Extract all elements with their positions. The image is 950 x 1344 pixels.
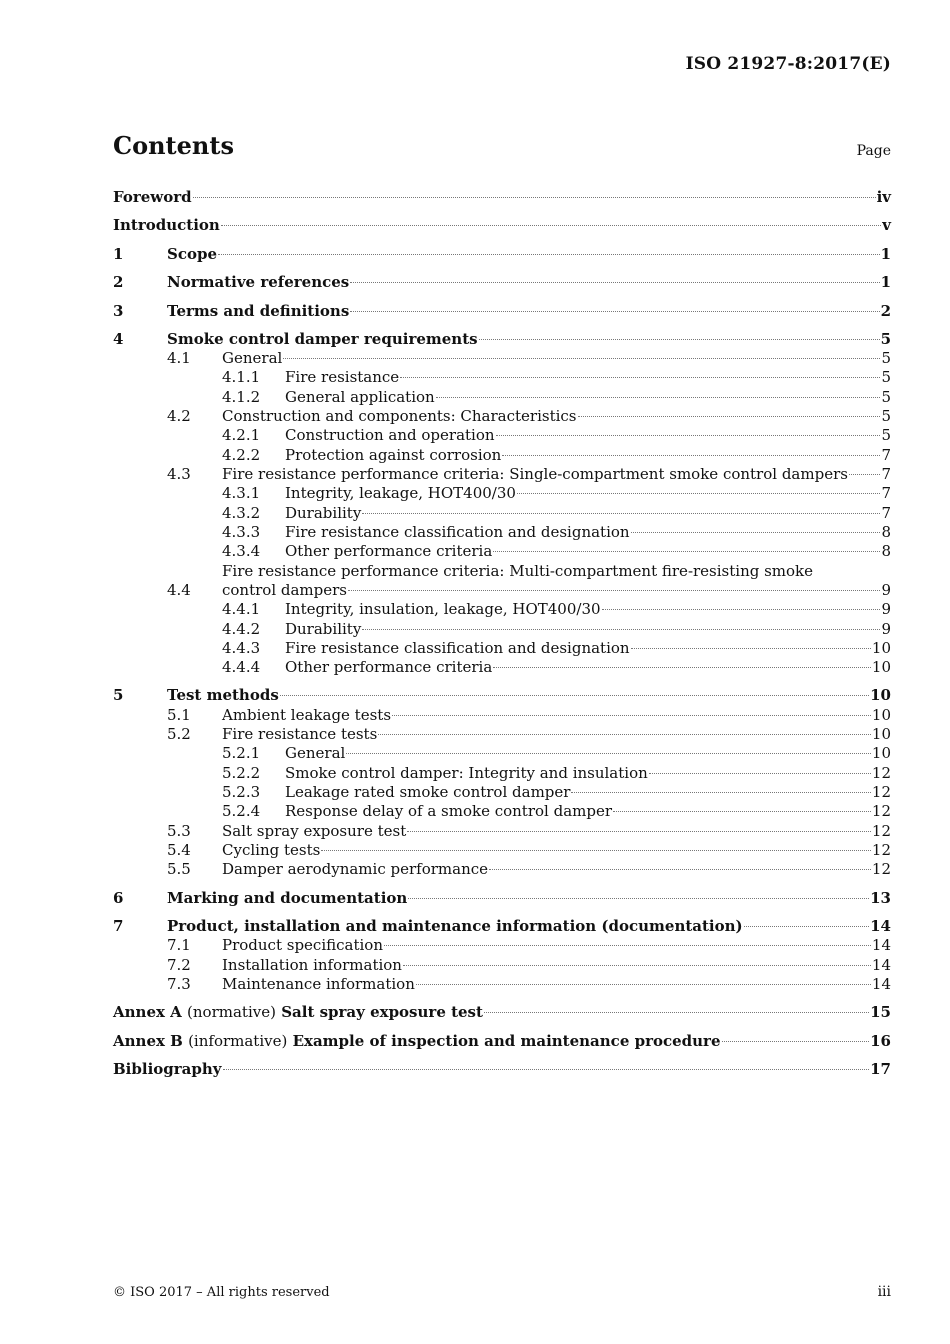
- toc-entry-title: Fire resistance tests: [222, 725, 378, 743]
- toc-leader-dots: [631, 532, 881, 533]
- copyright-notice: © ISO 2017 – All rights reserved: [113, 1285, 330, 1300]
- toc-entry-title-row: [167, 272, 891, 292]
- toc-entry[interactable]: [113, 599, 891, 619]
- toc-entry-number: 7.1: [167, 936, 191, 954]
- toc-entry-title-row: [222, 580, 891, 600]
- toc-entry[interactable]: [113, 483, 891, 503]
- toc-entry-page: 12: [871, 841, 891, 859]
- toc-entry-page: 5: [881, 426, 891, 444]
- toc-entry-page: 10: [871, 639, 891, 657]
- toc-leader-dots: [350, 311, 879, 312]
- toc-entry-page: 7: [881, 484, 891, 502]
- toc-leader-dots: [321, 850, 871, 851]
- toc-entry-number: 4.1: [167, 349, 191, 367]
- toc-entry-title: Scope: [167, 245, 218, 263]
- toc-entry-page: 14: [871, 936, 891, 954]
- toc-entry[interactable]: [113, 657, 891, 677]
- toc-entry-title-row: [222, 464, 891, 484]
- toc-leader-dots: [416, 984, 871, 985]
- toc-entry-page: 5: [881, 349, 891, 367]
- toc-entry-title-row: [285, 599, 891, 619]
- toc-entry-number: 5: [113, 686, 124, 704]
- toc-entry-title: Fire resistance classification and designation: [285, 523, 630, 541]
- toc-entry[interactable]: [113, 724, 891, 744]
- toc-entry-number: 4.4: [167, 581, 191, 599]
- toc-entry-page: 10: [871, 706, 891, 724]
- toc-entry-number: 5.2.1: [222, 744, 261, 762]
- toc-entry[interactable]: [113, 916, 891, 936]
- toc-entry-page: 5: [881, 368, 891, 386]
- toc-entry-page: 8: [881, 523, 891, 541]
- toc-entry[interactable]: [113, 348, 891, 368]
- toc-annex-entry[interactable]: [113, 1002, 891, 1022]
- toc-leader-dots: [722, 1041, 870, 1042]
- toc-entry[interactable]: [113, 888, 891, 908]
- toc-entry[interactable]: [113, 801, 891, 821]
- toc-annex-entry[interactable]: [113, 1031, 891, 1051]
- toc-entry-title-row: [167, 888, 891, 908]
- toc-entry-page: 14: [871, 956, 891, 974]
- page-number: iii: [877, 1284, 891, 1300]
- toc-entry[interactable]: [113, 272, 891, 292]
- toc-entry-title-row: [285, 387, 891, 407]
- toc-entry[interactable]: [113, 782, 891, 802]
- toc-entry[interactable]: [113, 580, 891, 600]
- toc-entry-title-row: [222, 935, 891, 955]
- toc-entry-number: 1: [113, 245, 124, 263]
- toc-leader-dots: [223, 1069, 870, 1070]
- toc-entry-number: 6: [113, 889, 124, 907]
- toc-entry-number: 4.1.1: [222, 368, 261, 386]
- toc-entry-title: Smoke control damper requirements: [167, 330, 478, 348]
- toc-entry-page: 12: [871, 802, 891, 820]
- toc-leader-dots: [631, 648, 871, 649]
- toc-entry-title-row: [285, 483, 891, 503]
- toc-entry[interactable]: [113, 503, 891, 523]
- toc-entry-title: Protection against corrosion: [285, 446, 502, 464]
- toc-entry-number: 4.4.1: [222, 600, 261, 618]
- toc-entry-number: 5.3: [167, 822, 191, 840]
- toc-entry-page: 12: [871, 783, 891, 801]
- toc-bibliography-row: [113, 1059, 891, 1079]
- toc-entry-title-row: [222, 974, 891, 994]
- toc-entry-title-row: [285, 619, 891, 639]
- toc-entry-number: 5.2: [167, 725, 191, 743]
- toc-leader-dots: [496, 435, 881, 436]
- toc-leader-dots: [407, 831, 871, 832]
- toc-entry-title: control dampers: [222, 581, 348, 599]
- toc-entry[interactable]: [113, 974, 891, 994]
- toc-entry-number: 2: [113, 273, 124, 291]
- toc-entry-title-row: [222, 348, 891, 368]
- toc-entry[interactable]: [113, 541, 891, 561]
- toc-entry-page: 5: [881, 407, 891, 425]
- toc-entry-title: Fire resistance: [285, 368, 400, 386]
- toc-entry-title-row: [285, 503, 891, 523]
- toc-entry-title-row: [285, 657, 891, 677]
- toc-entry[interactable]: [113, 619, 891, 639]
- toc-entry-title-row: [285, 782, 891, 802]
- toc-bibliography-entry[interactable]: [113, 1059, 891, 1079]
- annex-label: Annex A: [113, 1003, 182, 1021]
- toc-entry-number: Introduction: [113, 216, 220, 234]
- toc-entry-number: 7.3: [167, 975, 191, 993]
- toc-entry-title-row: [167, 301, 891, 321]
- annex-title: Salt spray exposure test: [281, 1003, 483, 1021]
- toc-entry-title: Maintenance information: [222, 975, 415, 993]
- toc-entry-number: 4: [113, 330, 124, 348]
- toc-entry-title-row: [222, 840, 891, 860]
- toc-leader-dots: [346, 753, 871, 754]
- toc-entry[interactable]: [113, 425, 891, 445]
- toc-entry-page: 12: [871, 764, 891, 782]
- toc-entry-title: General: [222, 349, 283, 367]
- toc-entry-title-row: [222, 955, 891, 975]
- toc-leader-dots: [384, 945, 871, 946]
- toc-entry-title: General: [285, 744, 346, 762]
- toc-entry[interactable]: [113, 445, 891, 465]
- toc-entry-title: Damper aerodynamic performance: [222, 860, 489, 878]
- toc-entry-number: 4.2.1: [222, 426, 261, 444]
- toc-entry-title: Durability: [285, 620, 362, 638]
- toc-entry-title-row: [222, 724, 891, 744]
- toc-entry-title-row: [113, 215, 891, 235]
- toc-entry-number: 5.1: [167, 706, 191, 724]
- toc-entry-page: v: [882, 216, 891, 234]
- toc-entry[interactable]: [113, 301, 891, 321]
- toc-entry-title: Leakage rated smoke control damper: [285, 783, 571, 801]
- toc-entry[interactable]: [113, 955, 891, 975]
- toc-entry-page: 1: [880, 245, 891, 263]
- toc-leader-dots: [649, 773, 871, 774]
- toc-leader-dots: [348, 590, 880, 591]
- toc-leader-dots: [613, 811, 871, 812]
- toc-entry-number: 4.4.4: [222, 658, 261, 676]
- toc-entry-title-row: [222, 705, 891, 725]
- page-column-label: Page: [856, 143, 891, 159]
- toc-leader-dots: [484, 1012, 869, 1013]
- toc-entry-number: 5.2.2: [222, 764, 261, 782]
- toc-entry-title-row: [167, 244, 891, 264]
- toc-entry-title: Marking and documentation: [167, 889, 408, 907]
- toc-entry-title-row: [285, 638, 891, 658]
- toc-entry-title: Integrity, leakage, HOT400/30: [285, 484, 516, 502]
- toc-entry-page: 17: [870, 1060, 891, 1078]
- toc-entry-title-row: [285, 445, 891, 465]
- toc-entry-title: Construction and operation: [285, 426, 495, 444]
- toc-entry-title: General application: [285, 388, 435, 406]
- toc-entry[interactable]: [113, 244, 891, 264]
- toc-entry-title: Fire resistance classification and designation: [285, 639, 630, 657]
- toc-entry-number: 4.2.2: [222, 446, 261, 464]
- annex-kind: (normative): [187, 1003, 276, 1021]
- toc-entry-number: Foreword: [113, 188, 192, 206]
- toc-entry-title: Durability: [285, 504, 362, 522]
- toc-leader-dots: [221, 225, 881, 226]
- toc-entry-title: Other performance criteria: [285, 658, 493, 676]
- toc-leader-dots: [283, 358, 880, 359]
- toc-entry-title: Terms and definitions: [167, 302, 350, 320]
- toc-entry-title: Salt spray exposure test: [222, 822, 407, 840]
- toc-entry-title-row: [285, 367, 891, 387]
- annex-kind: (informative): [188, 1032, 288, 1050]
- toc-entry-number: 4.4.2: [222, 620, 261, 638]
- toc-entry-title: Smoke control damper: Integrity and insulation: [285, 764, 648, 782]
- toc-leader-dots: [218, 254, 880, 255]
- toc-entry[interactable]: [113, 743, 891, 763]
- toc-leader-dots: [350, 282, 879, 283]
- toc-leader-dots: [517, 493, 881, 494]
- toc-entry-title-row: [285, 541, 891, 561]
- toc-entry[interactable]: [113, 464, 891, 484]
- toc-entry[interactable]: [113, 859, 891, 879]
- toc-entry-title: Product, installation and maintenance information (documentation): [167, 917, 743, 935]
- document-id: ISO 21927-8:2017(E): [685, 54, 891, 74]
- toc-entry-title: Other performance criteria: [285, 542, 493, 560]
- toc-entry-page: 5: [880, 330, 891, 348]
- toc-entry-number: 4.2: [167, 407, 191, 425]
- toc-entry-page: 16: [870, 1032, 891, 1050]
- toc-leader-dots: [362, 513, 880, 514]
- toc-entry-page: 14: [871, 975, 891, 993]
- toc-entry-title: Fire resistance performance criteria: Single-compartment smoke control dampers: [222, 465, 848, 483]
- toc-entry-title: Ambient leakage tests: [222, 706, 392, 724]
- toc-entry-number: 5.2.4: [222, 802, 261, 820]
- toc-entry-title-row: [167, 685, 891, 705]
- toc-leader-dots: [400, 377, 880, 378]
- toc-leader-dots: [436, 397, 881, 398]
- toc-entry[interactable]: [113, 329, 891, 349]
- toc-leader-dots: [403, 965, 871, 966]
- toc-entry[interactable]: [113, 367, 891, 387]
- toc-entry-page: 10: [870, 686, 891, 704]
- toc-entry-number: 4.3.3: [222, 523, 261, 541]
- toc-entry-page: 13: [870, 889, 891, 907]
- toc-entry-page: 7: [881, 446, 891, 464]
- toc-leader-dots: [193, 197, 876, 198]
- toc-entry-page: 10: [871, 658, 891, 676]
- toc-entry-number: 7.2: [167, 956, 191, 974]
- toc-entry-title-row: [285, 743, 891, 763]
- toc-entry-title: Normative references: [167, 273, 350, 291]
- toc-entry-title-row: [222, 859, 891, 879]
- toc-entry-page: 7: [881, 504, 891, 522]
- toc-entry[interactable]: [113, 840, 891, 860]
- toc-leader-dots: [362, 629, 880, 630]
- toc-entry-title-row: [167, 329, 891, 349]
- toc-entry-page: 8: [881, 542, 891, 560]
- toc-leader-dots: [502, 455, 880, 456]
- toc-entry-number: 4.3: [167, 465, 191, 483]
- toc-entry-title: Product specification: [222, 936, 383, 954]
- toc-entry[interactable]: [113, 215, 891, 235]
- toc-entry-number: 4.4.3: [222, 639, 261, 657]
- toc-annex-row: [113, 1002, 891, 1022]
- toc-entry-title-row: [285, 763, 891, 783]
- toc-entry[interactable]: [113, 638, 891, 658]
- toc-entry-number: 5.4: [167, 841, 191, 859]
- toc-entry-number: 5.2.3: [222, 783, 261, 801]
- toc-entry-title: Integrity, insulation, leakage, HOT400/30: [285, 600, 601, 618]
- toc-entry-title-row: [167, 916, 891, 936]
- toc-entry[interactable]: [113, 685, 891, 705]
- toc-entry[interactable]: [113, 705, 891, 725]
- toc-leader-dots: [849, 474, 881, 475]
- toc-entry-number: 7: [113, 917, 124, 935]
- toc-entry-title: Test methods: [167, 686, 279, 704]
- toc-entry-page: 10: [871, 725, 891, 743]
- toc-leader-dots: [744, 926, 869, 927]
- toc-entry-title-row: [285, 801, 891, 821]
- toc-entry[interactable]: [113, 187, 891, 207]
- toc-entry-page: 12: [871, 822, 891, 840]
- toc-entry-page: 1: [880, 273, 891, 291]
- toc-entry-page: 7: [881, 465, 891, 483]
- toc-leader-dots: [571, 792, 870, 793]
- toc-entry-number: 5.5: [167, 860, 191, 878]
- toc-entry-4-4-first-line: Fire resistance performance criteria: Multi-compartment fire-resisting smoke: [222, 562, 814, 580]
- toc-entry-page: 9: [881, 620, 891, 638]
- toc-entry-number: 3: [113, 302, 124, 320]
- toc-leader-dots: [489, 869, 871, 870]
- toc-entry-page: 9: [881, 600, 891, 618]
- toc-entry-page: 5: [881, 388, 891, 406]
- toc-entry-number: 4.3.1: [222, 484, 261, 502]
- toc-leader-dots: [392, 715, 871, 716]
- toc-entry[interactable]: [113, 522, 891, 542]
- toc-entry-page: 2: [880, 302, 891, 320]
- toc-entry-title: Cycling tests: [222, 841, 321, 859]
- annex-label: Annex B: [113, 1032, 183, 1050]
- toc-entry-title: Response delay of a smoke control damper: [285, 802, 613, 820]
- toc-entry-page: 15: [870, 1003, 891, 1021]
- toc-entry[interactable]: [113, 935, 891, 955]
- bibliography-title: Bibliography: [113, 1060, 222, 1078]
- toc-entry[interactable]: [113, 821, 891, 841]
- toc-entry-title-row: [222, 406, 891, 426]
- toc-leader-dots: [493, 551, 880, 552]
- toc-entry-title-row: [113, 187, 891, 207]
- toc-leader-dots: [493, 667, 871, 668]
- toc-entry-page: 10: [871, 744, 891, 762]
- toc-entry-number: 4.3.4: [222, 542, 261, 560]
- toc-leader-dots: [602, 609, 881, 610]
- toc-entry-page: 9: [881, 581, 891, 599]
- toc-leader-dots: [280, 695, 869, 696]
- toc-entry-title-row: [285, 425, 891, 445]
- toc-leader-dots: [408, 898, 869, 899]
- toc-entry-title-row: [222, 821, 891, 841]
- toc-entry-page: iv: [876, 188, 891, 206]
- toc-leader-dots: [479, 339, 880, 340]
- toc-entry-title-row: [285, 522, 891, 542]
- toc-entry[interactable]: [113, 406, 891, 426]
- toc-entry-title: Installation information: [222, 956, 402, 974]
- toc-entry-title: Construction and components: Characteristics: [222, 407, 577, 425]
- toc-entry[interactable]: [113, 763, 891, 783]
- toc-entry[interactable]: [113, 387, 891, 407]
- toc-entry-page: 12: [871, 860, 891, 878]
- page-title: Contents: [113, 131, 234, 160]
- toc-leader-dots: [578, 416, 881, 417]
- toc-entry-number: 4.3.2: [222, 504, 261, 522]
- toc-leader-dots: [378, 734, 871, 735]
- toc-annex-row: [113, 1031, 891, 1051]
- annex-title: Example of inspection and maintenance procedure: [292, 1032, 721, 1050]
- toc-entry-number: 4.1.2: [222, 388, 261, 406]
- toc-entry-page: 14: [870, 917, 891, 935]
